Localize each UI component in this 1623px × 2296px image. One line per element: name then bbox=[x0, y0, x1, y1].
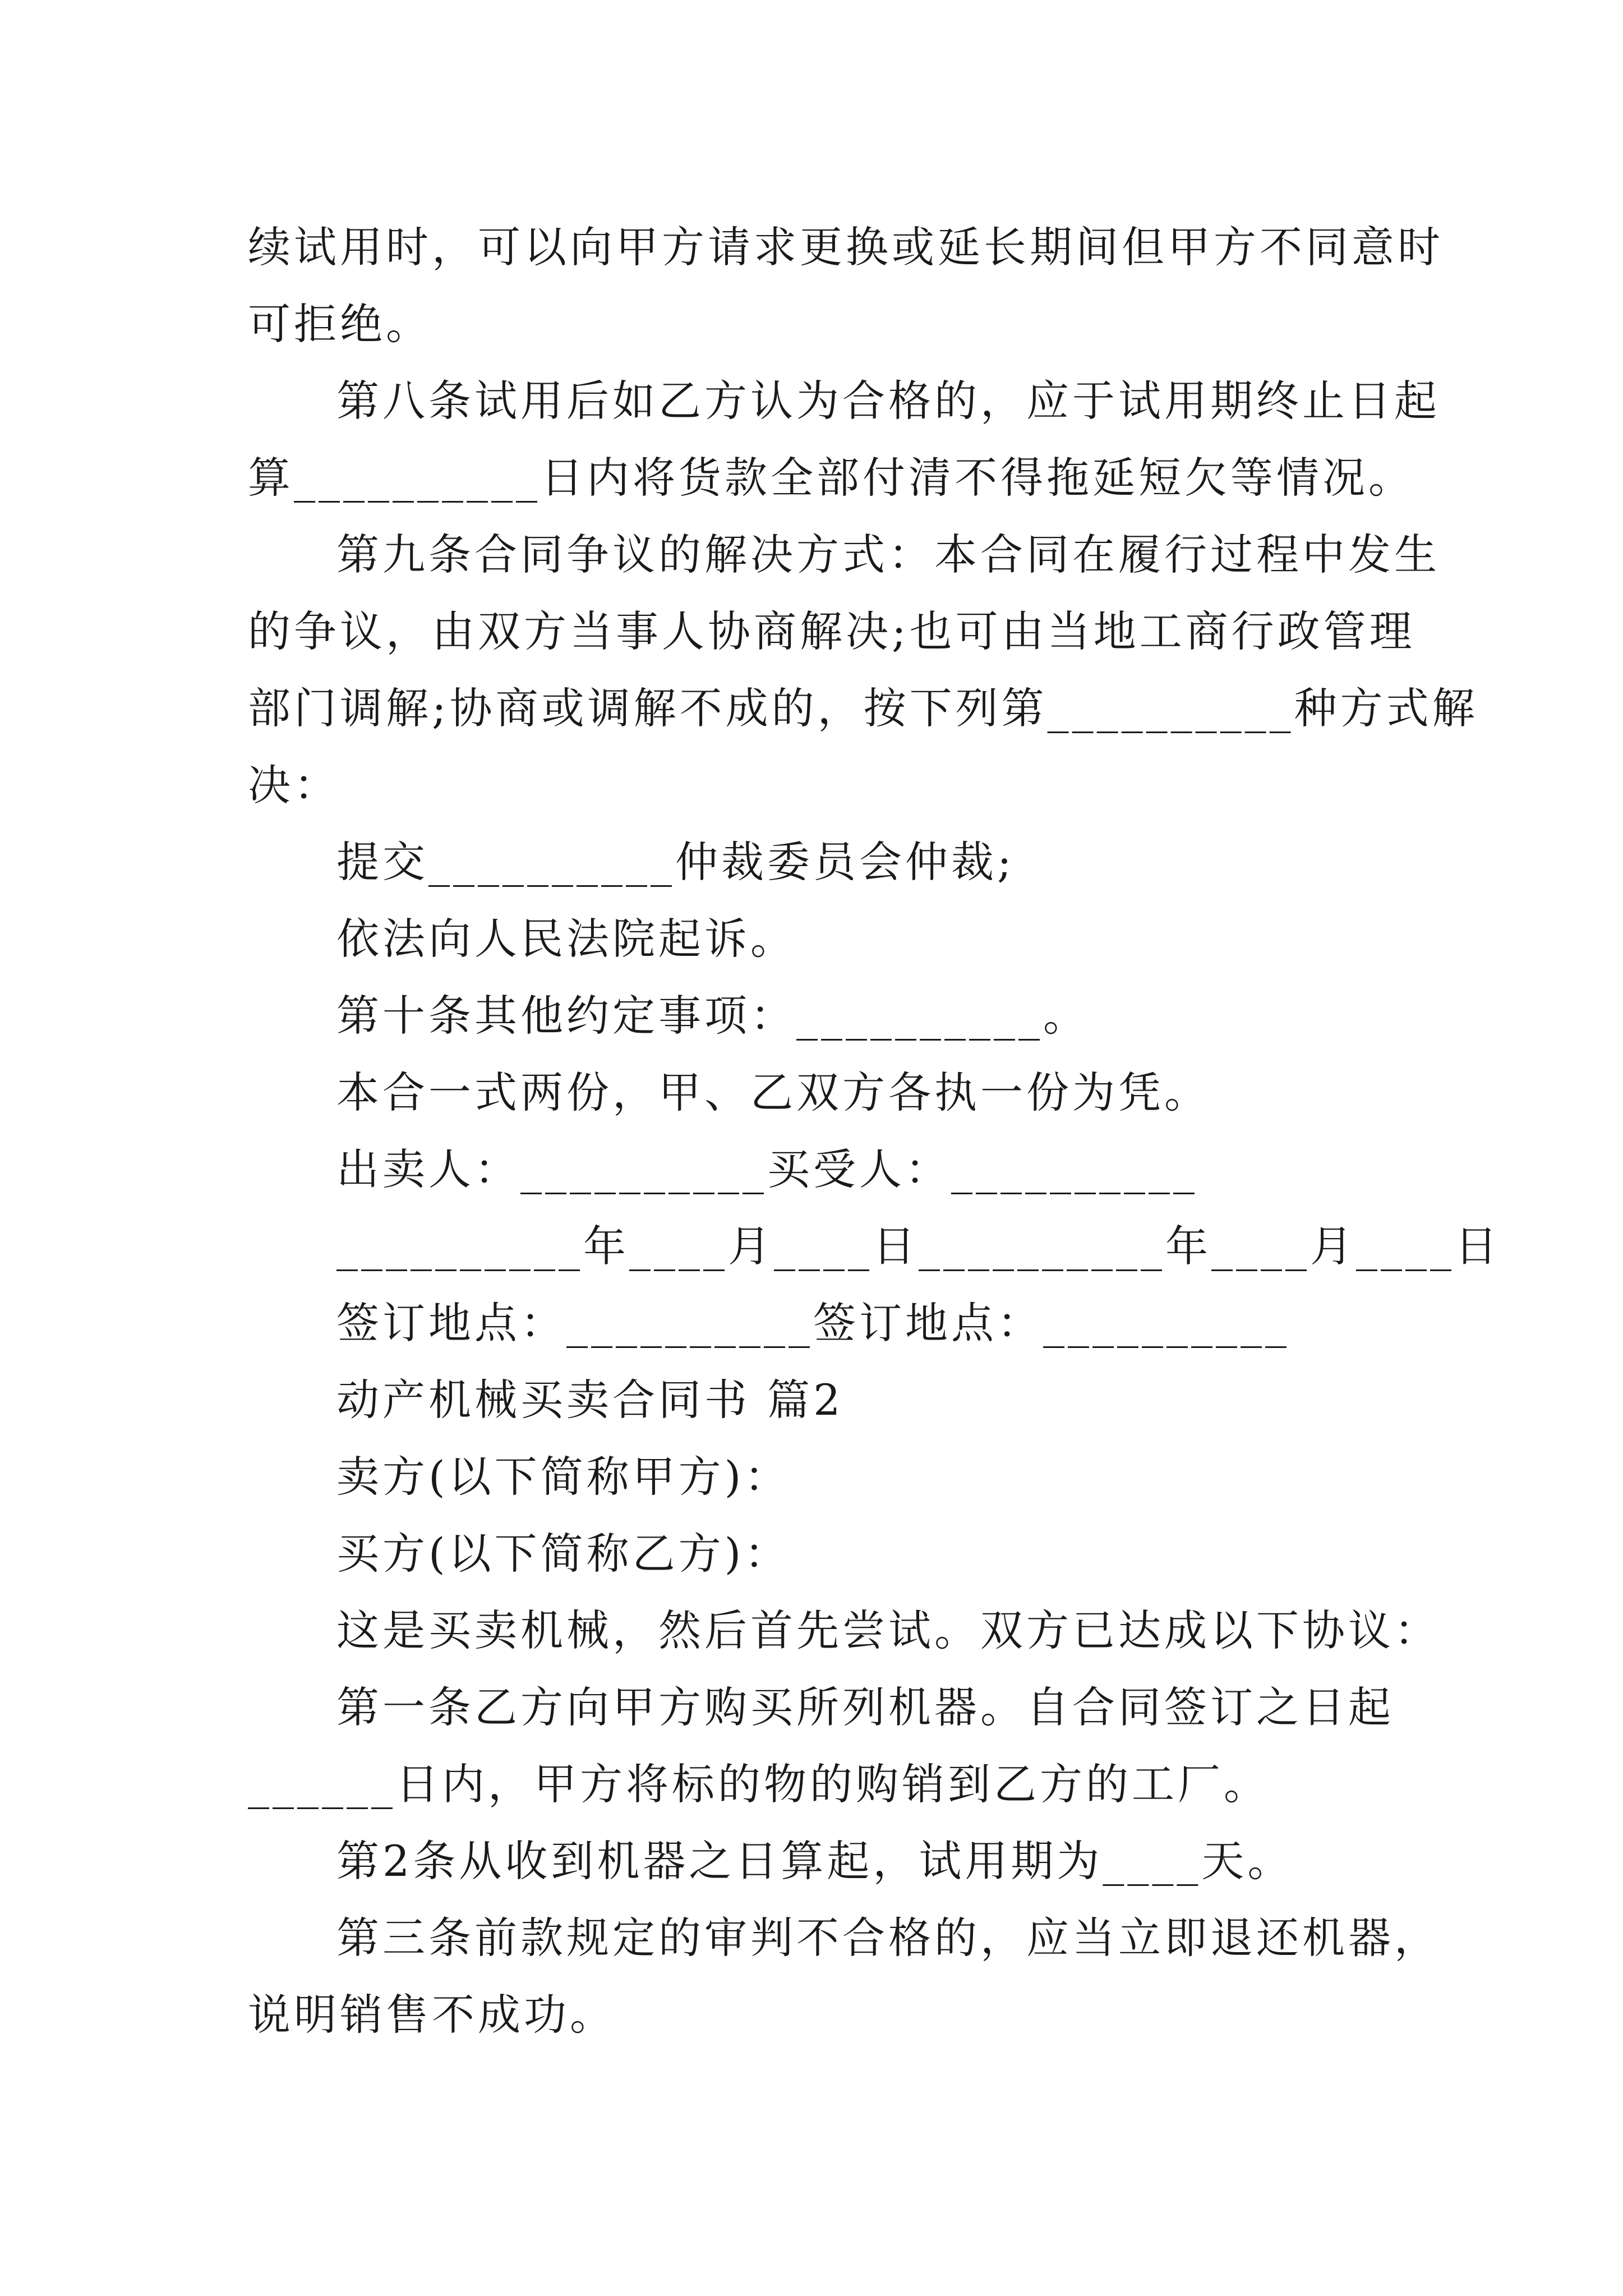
seller-line: 卖方(以下简称甲方)： bbox=[336, 1452, 791, 1502]
signing-place-line: 签订地点：__________签订地点：__________ bbox=[336, 1298, 1290, 1348]
document-page bbox=[248, 209, 1501, 2053]
article-2-line: 第2条从收到机器之日算起，试用期为____天。 bbox=[336, 1836, 1294, 1886]
lawsuit-option: 依法向人民法院起诉。 bbox=[336, 914, 796, 964]
arbitration-option: 提交__________仲裁委员会仲裁; bbox=[336, 837, 1015, 887]
agreement-intro-line: 这是买卖机械，然后首先尝试。双方已达成以下协议： bbox=[336, 1605, 1440, 1655]
article-9-line: 第九条合同争议的解决方式：本合同在履行过程中发生 bbox=[336, 530, 1440, 579]
article-8-line: 第八条试用后如乙方认为合格的，应于试用期终止日起 bbox=[336, 376, 1440, 426]
paragraph-line: ______日内，甲方将标的物的购销到乙方的工厂。 bbox=[248, 1759, 1270, 1809]
paragraph-line: 可拒绝。 bbox=[248, 299, 432, 349]
paragraph-line: 部门调解;协商或调解不成的，按下列第__________种方式解 bbox=[248, 683, 1478, 733]
paragraph-line: 算__________日内将货款全部付清不得拖延短欠等情况。 bbox=[248, 453, 1414, 503]
paragraph-line: 决： bbox=[248, 760, 340, 810]
signature-parties-line: 出卖人：__________买受人：__________ bbox=[336, 1144, 1198, 1194]
paragraph-line: 说明销售不成功。 bbox=[248, 1990, 616, 2040]
article-3-line: 第三条前款规定的审判不合格的，应当立即退还机器， bbox=[336, 1913, 1440, 1963]
paragraph-line: 续试用时，可以向甲方请求更换或延长期间但甲方不同意时 bbox=[248, 222, 1444, 272]
article-10-line: 第十条其他约定事项：__________。 bbox=[336, 991, 1089, 1041]
signature-date-line: __________年____月____日__________年____月____日 bbox=[336, 1221, 1501, 1271]
article-1-line: 第一条乙方向甲方购买所列机器。自合同签订之日起 bbox=[336, 1682, 1394, 1732]
buyer-line: 买方(以下简称乙方)： bbox=[336, 1529, 791, 1579]
paragraph-line: 的争议，由双方当事人协商解决;也可由当地工商行政管理 bbox=[248, 606, 1415, 656]
copies-line: 本合一式两份，甲、乙双方各执一份为凭。 bbox=[336, 1068, 1210, 1117]
section-heading: 动产机械买卖合同书 篇2 bbox=[336, 1375, 844, 1425]
